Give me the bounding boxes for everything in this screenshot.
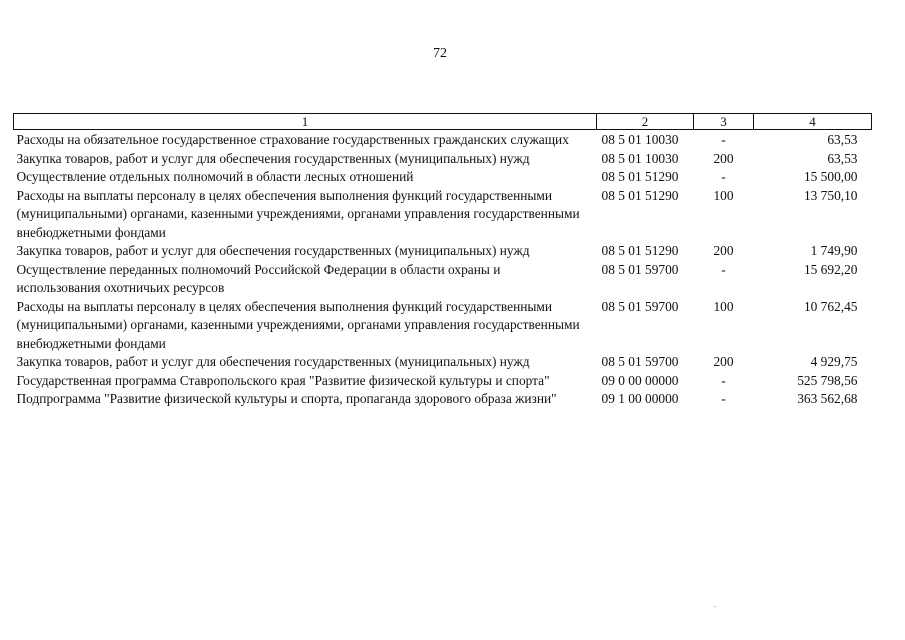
scan-speck [714, 606, 716, 607]
row-type: - [721, 169, 726, 184]
row-name: Осуществление отдельных полномочий в области лесных отношений [16, 169, 414, 184]
row-type: 200 [713, 354, 734, 369]
table-row [14, 353, 872, 372]
row-code: 08 5 01 51290 [601, 187, 679, 203]
header-col-2: 2 [597, 114, 694, 130]
row-code: 08 5 01 10030 [601, 150, 679, 166]
row-amount: 63,53 [827, 150, 858, 166]
header-row [14, 114, 872, 130]
row-code: 08 5 01 59700 [601, 298, 679, 314]
row-code: 08 5 01 51290 [601, 243, 679, 258]
table-row [14, 168, 872, 187]
header-col-3: 3 [694, 114, 754, 130]
table-row [14, 261, 872, 298]
table-row [14, 242, 872, 261]
table-row [14, 150, 872, 169]
row-code: 08 5 01 59700 [601, 354, 679, 369]
row-name: Государственная программа Ставропольского края "Развитие физической культуры и спорта" [16, 372, 550, 388]
row-name: Закупка товаров, работ и услуг для обеспечения государственных (муниципальных) нужд [16, 243, 530, 258]
table-row [14, 390, 872, 409]
row-code: 08 5 01 59700 [601, 261, 679, 277]
row-name: Закупка товаров, работ и услуг для обеспечения государственных (муниципальных) нужд [16, 150, 530, 166]
row-name: Осуществление переданных полномочий Российской Федерации в области охраны и использования охотничьих ресурсов [16, 261, 501, 295]
row-type: 200 [713, 243, 734, 258]
row-type: 100 [713, 187, 734, 203]
row-amount: 1 749,90 [810, 243, 858, 258]
row-type: - [721, 391, 726, 406]
row-name: Расходы на выплаты персоналу в целях обеспечения выполнения функций государственными (муниципальными) органами, казенными учреждениями, органами управления государственными внебюджетными фондами [16, 298, 580, 351]
table-body [14, 130, 872, 409]
row-type: - [721, 372, 726, 388]
table-row [14, 130, 872, 150]
table-header [14, 114, 872, 130]
row-code: 08 5 01 10030 [601, 132, 679, 147]
row-type: - [721, 261, 726, 277]
row-amount: 4 929,75 [810, 354, 858, 369]
page-number: 72 [433, 46, 447, 61]
row-amount: 15 500,00 [803, 169, 858, 184]
table-row [14, 187, 872, 243]
row-amount: 525 798,56 [797, 372, 858, 388]
row-name: Подпрограмма "Развитие физической культуры и спорта, пропаганда здорового образа жизни" [16, 391, 557, 406]
row-type: 200 [713, 150, 734, 166]
table-row [14, 298, 872, 354]
row-amount: 13 750,10 [803, 187, 858, 203]
row-name: Закупка товаров, работ и услуг для обеспечения государственных (муниципальных) нужд [16, 354, 530, 369]
row-code: 09 1 00 00000 [601, 391, 679, 406]
row-amount: 15 692,20 [803, 261, 858, 277]
row-code: 08 5 01 51290 [601, 169, 679, 184]
row-amount: 363 562,68 [797, 391, 858, 406]
header-col-4: 4 [754, 114, 872, 130]
budget-table [13, 113, 872, 409]
row-type: 100 [713, 298, 734, 314]
row-code: 09 0 00 00000 [601, 372, 679, 388]
row-name: Расходы на обязательное государственное страхование государственных гражданских служащих [16, 132, 569, 147]
row-type: - [721, 132, 726, 147]
table-row [14, 372, 872, 391]
row-amount: 10 762,45 [803, 298, 858, 314]
row-name: Расходы на выплаты персоналу в целях обеспечения выполнения функций государственными (муниципальными) органами, казенными учреждениями, органами управления государственными внебюджетными фондами [16, 187, 580, 240]
header-col-1: 1 [14, 114, 597, 130]
row-amount: 63,53 [827, 132, 858, 147]
